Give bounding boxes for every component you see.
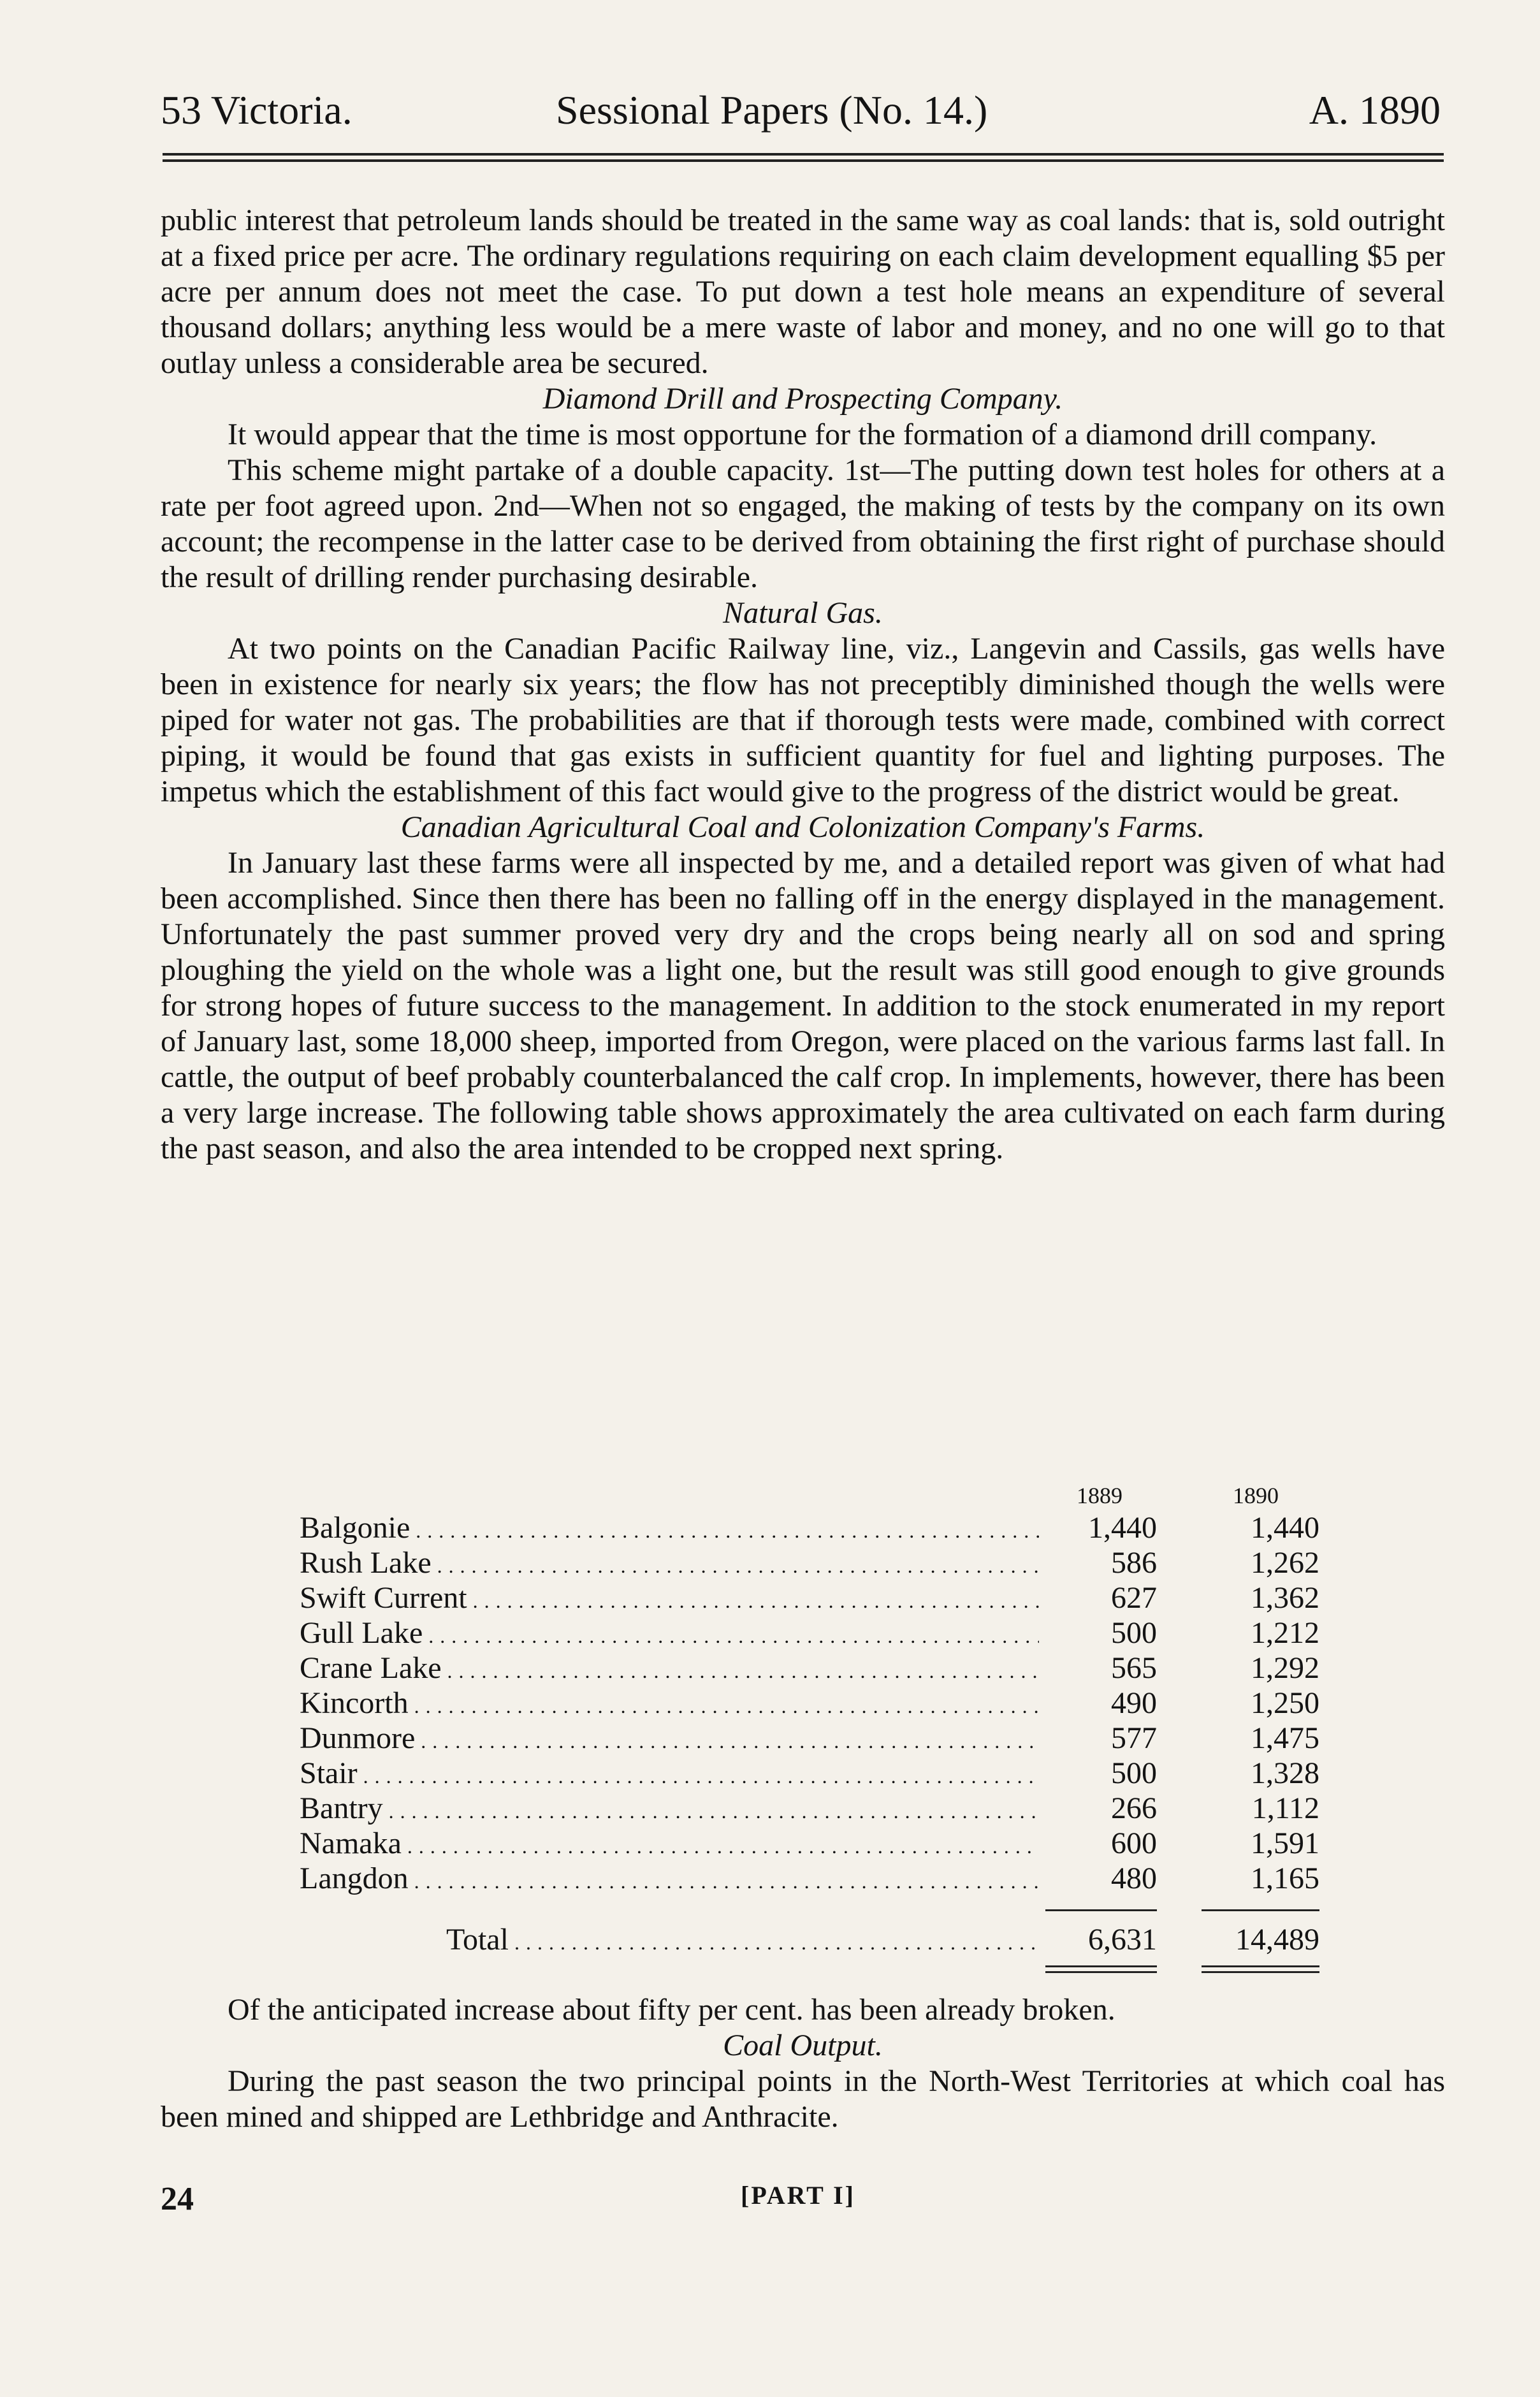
paragraph-farms: In January last these farms were all inspected by me, and a detailed report was given of what had been accomplished. Since then there has been no falling off in the energy displayed in the management. Unfortunately the past summer proved very dry and the crops being nearly all on sod and spring ploughing the yield on the whole was a light one, but the result was still good enough to give grounds for strong hopes of future success to the management. In addition to the stock enumerated in my report of January last, some 18,000 sheep, imported from Oregon, were placed on the various farms last fall. In cattle, the output of beef probably counterbalanced the calf crop. In implements, however, there has been a very large increase. The following table shows approximately the area cultivated on each farm during the past season, and also the area intended to be cropped next spring.	[161, 846, 1445, 1165]
header-volume: 53 Victoria.	[161, 87, 352, 133]
farm-name: Swift Current . . .	[300, 1580, 1039, 1619]
header-year: A. 1890	[1309, 87, 1441, 133]
table-row	[300, 1580, 1345, 1615]
body-upper	[161, 203, 1445, 1167]
table-row	[300, 1721, 1345, 1756]
column-header-1889: 1889	[1077, 1483, 1122, 1508]
table-row	[300, 1826, 1345, 1861]
value-1890: 1,165	[1251, 1861, 1319, 1895]
farm-name: Gull Lake . . .	[300, 1615, 1039, 1654]
value-1890: 1,262	[1251, 1546, 1319, 1580]
farm-name: Langdon . . .	[300, 1861, 1039, 1899]
total-1889: 6,631	[1088, 1923, 1157, 1956]
value-1889: 500	[1111, 1616, 1157, 1650]
column-header-1890: 1890	[1233, 1483, 1279, 1508]
sum-rule-1890	[1202, 1909, 1319, 1911]
value-1889: 627	[1111, 1581, 1157, 1615]
farm-name: Crane Lake . . .	[300, 1650, 1039, 1689]
value-1889: 565	[1111, 1651, 1157, 1685]
table-row	[300, 1510, 1345, 1545]
total-1890: 14,489	[1235, 1923, 1319, 1956]
farm-name: Namaka . . .	[300, 1826, 1039, 1864]
value-1890: 1,250	[1251, 1686, 1319, 1720]
paragraph-natural-gas: At two points on the Canadian Pacific Railway line, viz., Langevin and Cassils, gas wells have been in existence for nearly six years; the flow has not preceptibly diminished though the wells were piped for water not gas. The probabilities are that if thorough tests were made, combined with correct piping, it would be found that gas exists in sufficient quantity for fuel and lighting purposes. The impetus which the establishment of this fact would give to the progress of the district would be great.	[161, 632, 1445, 808]
table-row	[300, 1791, 1345, 1826]
table-row	[300, 1861, 1345, 1896]
value-1890: 1,212	[1251, 1616, 1319, 1650]
paragraph-scheme: This scheme might partake of a double capacity. 1st—The putting down test holes for others at a rate per foot agreed upon. 2nd—When not so engaged, the making of tests by the company on its own account; the recompense in the latter case to be derived from obtaining the first right of purchase should the result of drilling render purchasing desirable.	[161, 453, 1445, 594]
farm-name: Stair . . .	[300, 1756, 1039, 1794]
paragraph-diamond-drill: It would appear that the time is most opportune for the formation of a diamond drill company.	[228, 418, 1377, 451]
heading-diamond-drill: Diamond Drill and Prospecting Company.	[542, 382, 1063, 416]
farm-name: Dunmore . . .	[300, 1721, 1039, 1759]
heading-farms: Canadian Agricultural Coal and Colonization Company's Farms.	[400, 810, 1205, 844]
value-1889: 480	[1111, 1861, 1157, 1895]
header-rule-bottom	[163, 159, 1444, 162]
total-label: Total . . .	[446, 1922, 1039, 1960]
farm-name: Balgonie . . .	[300, 1510, 1039, 1548]
value-1889: 577	[1111, 1721, 1157, 1755]
header-title: Sessional Papers (No. 14.)	[556, 87, 988, 133]
farm-name: Kincorth . . .	[300, 1686, 1039, 1724]
value-1890: 1,112	[1251, 1791, 1319, 1825]
double-rule-1890-b	[1202, 1971, 1319, 1973]
value-1889: 600	[1111, 1826, 1157, 1860]
table-row	[300, 1686, 1345, 1721]
double-rule-1889-a	[1045, 1965, 1157, 1967]
paragraph-petroleum: public interest that petroleum lands should be treated in the same way as coal lands: that is, sold outright at a fixed price per acre. The ordinary regulations requiring on each claim development equalling $5 per acre per annum does not meet the case. To put down a test hole means an expenditure of several thousand dollars; anything less would be a mere waste of labor and money, and no one will go to that outlay unless a considerable area be secured.	[161, 203, 1445, 380]
value-1890: 1,328	[1251, 1756, 1319, 1790]
value-1890: 1,292	[1251, 1651, 1319, 1685]
value-1890: 1,475	[1251, 1721, 1319, 1755]
value-1889: 490	[1111, 1686, 1157, 1720]
table-row	[300, 1615, 1345, 1650]
page-number: 24	[161, 2181, 194, 2217]
value-1890: 1,591	[1251, 1826, 1319, 1860]
value-1889: 586	[1111, 1546, 1157, 1580]
value-1889: 500	[1111, 1756, 1157, 1790]
double-rule-1890-a	[1202, 1965, 1319, 1967]
farm-name: Bantry . . .	[300, 1791, 1039, 1829]
table-row	[300, 1545, 1345, 1580]
page-header	[161, 82, 1441, 139]
farm-name: Rush Lake . . .	[300, 1545, 1039, 1584]
heading-coal-output: Coal Output.	[723, 2029, 883, 2062]
paragraph-increase: Of the anticipated increase about fifty per cent. has been already broken.	[228, 1993, 1115, 2027]
table-row	[300, 1756, 1345, 1791]
value-1890: 1,440	[1251, 1511, 1319, 1545]
table-total-row	[300, 1922, 1345, 1957]
sum-rule-1889	[1045, 1909, 1157, 1911]
table-row	[300, 1650, 1345, 1686]
paragraph-coal-output: During the past season the two principal points in the North-West Territories at which coal has been mined and shipped are Lethbridge and Anthracite.	[161, 2064, 1445, 2134]
double-rule-1889-b	[1045, 1971, 1157, 1973]
value-1889: 1,440	[1088, 1511, 1157, 1545]
value-1889: 266	[1111, 1791, 1157, 1825]
part-label: [PART I]	[741, 2181, 855, 2210]
body-lower	[161, 1992, 1445, 2135]
header-rule-top	[163, 153, 1444, 156]
heading-natural-gas: Natural Gas.	[723, 596, 883, 630]
value-1890: 1,362	[1251, 1581, 1319, 1615]
